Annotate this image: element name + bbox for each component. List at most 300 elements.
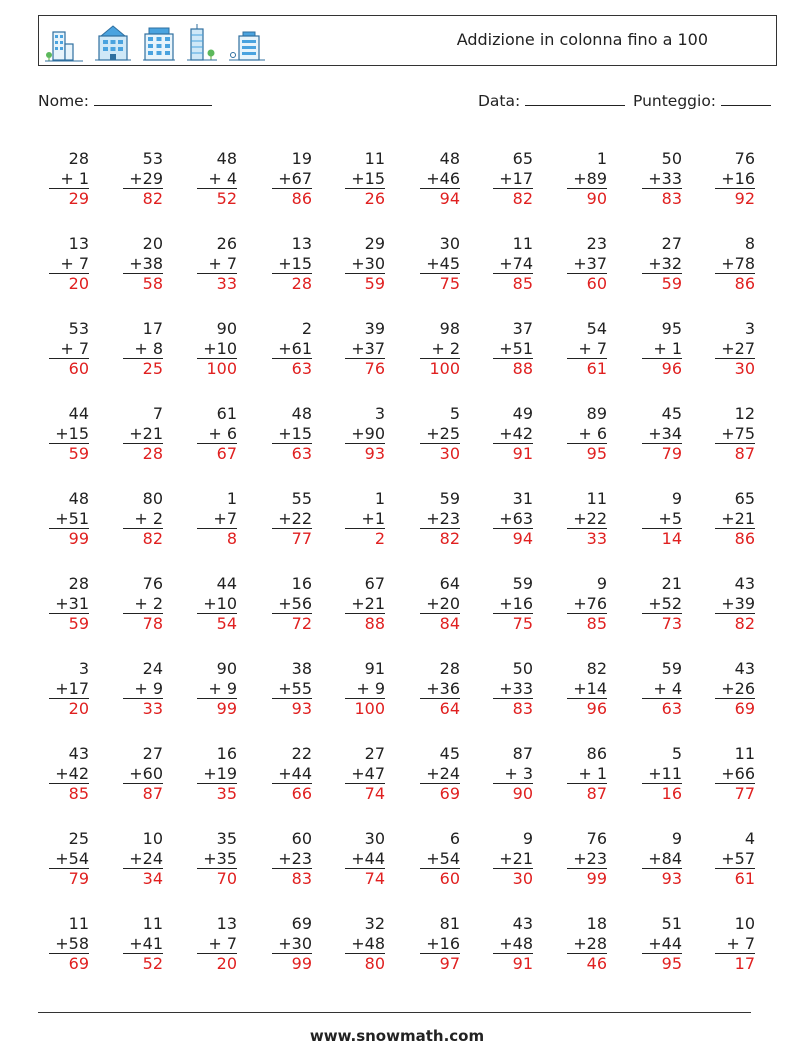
addend-top: 48 bbox=[439, 149, 460, 168]
addend-top: 59 bbox=[512, 574, 533, 593]
addition-problem bbox=[567, 659, 607, 719]
addend-top: 28 bbox=[68, 149, 89, 168]
addition-problem bbox=[642, 404, 682, 464]
addend-bottom: +37 bbox=[573, 253, 607, 273]
addend-bottom: + 1 bbox=[60, 168, 89, 188]
sum-answer: 74 bbox=[345, 868, 385, 889]
addend-bottom: +11 bbox=[648, 763, 682, 783]
addend-bottom: +10 bbox=[203, 593, 237, 613]
sum-answer: 73 bbox=[642, 613, 682, 634]
addend-bottom: +54 bbox=[55, 848, 89, 868]
addend-bottom: + 2 bbox=[134, 508, 163, 528]
addend-top: 5 bbox=[449, 404, 460, 423]
addend-top: 6 bbox=[449, 829, 460, 848]
addend-bottom: +42 bbox=[55, 763, 89, 783]
addend-top: 61 bbox=[216, 404, 237, 423]
addend-top: 22 bbox=[291, 744, 312, 763]
addend-top: 23 bbox=[586, 234, 607, 253]
addition-problem bbox=[567, 234, 607, 294]
addend-bottom: +45 bbox=[426, 253, 460, 273]
addition-problem bbox=[420, 744, 460, 804]
score-field[interactable] bbox=[633, 91, 771, 110]
addend-top: 12 bbox=[734, 404, 755, 423]
addend-top: 17 bbox=[142, 319, 163, 338]
addend-bottom: +35 bbox=[203, 848, 237, 868]
sum-answer: 90 bbox=[493, 783, 533, 804]
sum-answer: 100 bbox=[420, 358, 460, 379]
name-field[interactable] bbox=[38, 91, 212, 110]
addend-top: 29 bbox=[364, 234, 385, 253]
addend-bottom: +57 bbox=[721, 848, 755, 868]
addition-problem bbox=[567, 574, 607, 634]
addition-problem bbox=[715, 744, 755, 804]
sum-answer: 78 bbox=[123, 613, 163, 634]
addition-problem bbox=[197, 914, 237, 974]
sum-answer: 94 bbox=[420, 188, 460, 209]
addend-bottom: +58 bbox=[55, 933, 89, 953]
addend-top: 39 bbox=[364, 319, 385, 338]
addition-problem bbox=[420, 574, 460, 634]
addend-bottom: +24 bbox=[426, 763, 460, 783]
addend-bottom: +36 bbox=[426, 678, 460, 698]
sum-answer: 77 bbox=[272, 528, 312, 549]
addition-problem bbox=[49, 404, 89, 464]
addition-problem bbox=[197, 659, 237, 719]
addend-bottom: +23 bbox=[278, 848, 312, 868]
sum-answer: 59 bbox=[49, 443, 89, 464]
sum-answer: 30 bbox=[420, 443, 460, 464]
addition-problem bbox=[345, 659, 385, 719]
addition-problem bbox=[197, 744, 237, 804]
addend-bottom: + 3 bbox=[504, 763, 533, 783]
sum-answer: 35 bbox=[197, 783, 237, 804]
sum-answer: 64 bbox=[420, 698, 460, 719]
addition-problem bbox=[420, 404, 460, 464]
addition-problem bbox=[420, 914, 460, 974]
sum-answer: 83 bbox=[642, 188, 682, 209]
addition-problem bbox=[123, 489, 163, 549]
addend-bottom: +37 bbox=[351, 338, 385, 358]
sum-answer: 25 bbox=[123, 358, 163, 379]
sum-answer: 88 bbox=[493, 358, 533, 379]
addend-bottom: +21 bbox=[351, 593, 385, 613]
addition-problem bbox=[345, 489, 385, 549]
addend-top: 13 bbox=[291, 234, 312, 253]
addition-problem bbox=[493, 319, 533, 379]
addend-bottom: +44 bbox=[351, 848, 385, 868]
addend-bottom: + 7 bbox=[60, 338, 89, 358]
sum-answer: 52 bbox=[197, 188, 237, 209]
addition-problem bbox=[420, 659, 460, 719]
addition-problem bbox=[345, 914, 385, 974]
addition-problem bbox=[197, 404, 237, 464]
addend-bottom: +33 bbox=[648, 168, 682, 188]
addend-bottom: +44 bbox=[648, 933, 682, 953]
house-building-icon bbox=[229, 30, 265, 62]
addend-bottom: +48 bbox=[499, 933, 533, 953]
addend-top: 91 bbox=[364, 659, 385, 678]
addend-bottom: +15 bbox=[351, 168, 385, 188]
addend-bottom: +39 bbox=[721, 593, 755, 613]
addend-bottom: + 7 bbox=[208, 253, 237, 273]
sum-answer: 82 bbox=[493, 188, 533, 209]
addend-bottom: +21 bbox=[129, 423, 163, 443]
addend-top: 44 bbox=[68, 404, 89, 423]
addition-problem bbox=[715, 829, 755, 889]
sum-answer: 100 bbox=[345, 698, 385, 719]
addition-problem bbox=[345, 234, 385, 294]
addend-top: 81 bbox=[439, 914, 460, 933]
addend-bottom: +76 bbox=[573, 593, 607, 613]
addend-top: 24 bbox=[142, 659, 163, 678]
addend-bottom: +60 bbox=[129, 763, 163, 783]
sum-answer: 30 bbox=[493, 868, 533, 889]
sum-answer: 70 bbox=[197, 868, 237, 889]
footer-site[interactable]: www.snowmath.com bbox=[309, 1027, 485, 1045]
addition-problem bbox=[493, 149, 533, 209]
addend-top: 65 bbox=[512, 149, 533, 168]
sum-answer: 66 bbox=[272, 783, 312, 804]
sum-answer: 54 bbox=[197, 613, 237, 634]
addition-problem bbox=[49, 744, 89, 804]
addend-bottom: +17 bbox=[55, 678, 89, 698]
addend-bottom: + 9 bbox=[356, 678, 385, 698]
addend-top: 55 bbox=[291, 489, 312, 508]
addition-problem bbox=[272, 489, 312, 549]
sum-answer: 75 bbox=[420, 273, 460, 294]
addend-bottom: +23 bbox=[573, 848, 607, 868]
addend-bottom: +22 bbox=[573, 508, 607, 528]
sum-answer: 33 bbox=[567, 528, 607, 549]
addend-bottom: +84 bbox=[648, 848, 682, 868]
addition-problem bbox=[272, 404, 312, 464]
name-blank[interactable] bbox=[94, 91, 212, 106]
addend-top: 76 bbox=[142, 574, 163, 593]
sum-answer: 97 bbox=[420, 953, 460, 974]
addition-problem bbox=[493, 234, 533, 294]
addend-top: 76 bbox=[734, 149, 755, 168]
addition-problem bbox=[642, 659, 682, 719]
addend-top: 67 bbox=[364, 574, 385, 593]
addition-problem bbox=[123, 659, 163, 719]
addition-problem bbox=[715, 574, 755, 634]
sum-answer: 99 bbox=[272, 953, 312, 974]
addend-top: 27 bbox=[364, 744, 385, 763]
sum-answer: 100 bbox=[197, 358, 237, 379]
addend-bottom: +14 bbox=[573, 678, 607, 698]
addition-problem bbox=[123, 319, 163, 379]
sum-answer: 99 bbox=[197, 698, 237, 719]
addend-bottom: +61 bbox=[278, 338, 312, 358]
sum-answer: 72 bbox=[272, 613, 312, 634]
addition-problem bbox=[272, 234, 312, 294]
sum-answer: 75 bbox=[493, 613, 533, 634]
sum-answer: 86 bbox=[715, 528, 755, 549]
sum-answer: 84 bbox=[420, 613, 460, 634]
sum-answer: 69 bbox=[715, 698, 755, 719]
addend-bottom: +23 bbox=[426, 508, 460, 528]
addend-bottom: + 4 bbox=[653, 678, 682, 698]
addend-bottom: +52 bbox=[648, 593, 682, 613]
addend-top: 11 bbox=[734, 744, 755, 763]
addend-top: 11 bbox=[512, 234, 533, 253]
addend-top: 27 bbox=[142, 744, 163, 763]
addend-bottom: +54 bbox=[426, 848, 460, 868]
addend-top: 26 bbox=[216, 234, 237, 253]
sum-answer: 93 bbox=[642, 868, 682, 889]
addend-bottom: +31 bbox=[55, 593, 89, 613]
addend-bottom: +56 bbox=[278, 593, 312, 613]
addition-problem bbox=[715, 319, 755, 379]
addend-top: 1 bbox=[374, 489, 385, 508]
addition-problem bbox=[642, 319, 682, 379]
addend-bottom: +41 bbox=[129, 933, 163, 953]
addend-bottom: + 7 bbox=[726, 933, 755, 953]
addition-problem bbox=[493, 574, 533, 634]
addition-problem bbox=[49, 659, 89, 719]
sum-answer: 28 bbox=[272, 273, 312, 294]
addend-bottom: +63 bbox=[499, 508, 533, 528]
sum-answer: 69 bbox=[420, 783, 460, 804]
addition-problem bbox=[197, 149, 237, 209]
addend-top: 49 bbox=[512, 404, 533, 423]
addend-top: 28 bbox=[68, 574, 89, 593]
addition-problem bbox=[493, 659, 533, 719]
addition-problem bbox=[642, 914, 682, 974]
addend-top: 59 bbox=[439, 489, 460, 508]
addend-bottom: +15 bbox=[278, 423, 312, 443]
addend-bottom: +22 bbox=[278, 508, 312, 528]
addend-top: 35 bbox=[216, 829, 237, 848]
addition-problem bbox=[123, 574, 163, 634]
addition-problem bbox=[715, 489, 755, 549]
addend-top: 43 bbox=[68, 744, 89, 763]
addend-top: 90 bbox=[216, 659, 237, 678]
worksheet-title: Addizione in colonna fino a 100 bbox=[456, 30, 708, 49]
addend-bottom: +10 bbox=[203, 338, 237, 358]
sum-answer: 67 bbox=[197, 443, 237, 464]
score-blank[interactable] bbox=[721, 91, 771, 106]
sum-answer: 91 bbox=[493, 953, 533, 974]
addend-top: 9 bbox=[671, 829, 682, 848]
sum-answer: 33 bbox=[123, 698, 163, 719]
addend-top: 90 bbox=[216, 319, 237, 338]
sum-answer: 28 bbox=[123, 443, 163, 464]
name-label: Nome: bbox=[38, 92, 89, 110]
addition-problem bbox=[715, 234, 755, 294]
addition-problem bbox=[49, 489, 89, 549]
addend-top: 11 bbox=[586, 489, 607, 508]
sum-answer: 60 bbox=[420, 868, 460, 889]
addend-bottom: +20 bbox=[426, 593, 460, 613]
sum-answer: 69 bbox=[49, 953, 89, 974]
addend-top: 43 bbox=[734, 659, 755, 678]
addend-bottom: +21 bbox=[499, 848, 533, 868]
date-field[interactable] bbox=[478, 91, 625, 110]
sum-answer: 52 bbox=[123, 953, 163, 974]
addend-top: 25 bbox=[68, 829, 89, 848]
addend-bottom: + 4 bbox=[208, 168, 237, 188]
sum-answer: 85 bbox=[567, 613, 607, 634]
addend-bottom: + 1 bbox=[653, 338, 682, 358]
date-blank[interactable] bbox=[525, 91, 625, 106]
sum-answer: 17 bbox=[715, 953, 755, 974]
addend-bottom: +48 bbox=[351, 933, 385, 953]
addend-bottom: +16 bbox=[499, 593, 533, 613]
addend-top: 10 bbox=[142, 829, 163, 848]
addend-top: 48 bbox=[68, 489, 89, 508]
addition-problem bbox=[123, 829, 163, 889]
addend-top: 43 bbox=[512, 914, 533, 933]
addition-problem bbox=[49, 829, 89, 889]
addend-top: 9 bbox=[671, 489, 682, 508]
sum-answer: 85 bbox=[493, 273, 533, 294]
sum-answer: 2 bbox=[345, 528, 385, 549]
sum-answer: 61 bbox=[715, 868, 755, 889]
addend-top: 30 bbox=[364, 829, 385, 848]
addend-top: 20 bbox=[142, 234, 163, 253]
sum-answer: 46 bbox=[567, 953, 607, 974]
addition-problem bbox=[272, 574, 312, 634]
addition-problem bbox=[345, 829, 385, 889]
addend-bottom: +7 bbox=[213, 508, 237, 528]
addend-top: 18 bbox=[586, 914, 607, 933]
addition-problem bbox=[493, 489, 533, 549]
sum-answer: 14 bbox=[642, 528, 682, 549]
addend-top: 60 bbox=[291, 829, 312, 848]
sum-answer: 59 bbox=[345, 273, 385, 294]
addend-top: 5 bbox=[671, 744, 682, 763]
tower-building-icon bbox=[187, 24, 217, 62]
sum-answer: 33 bbox=[197, 273, 237, 294]
addend-top: 65 bbox=[734, 489, 755, 508]
addend-bottom: +28 bbox=[573, 933, 607, 953]
sum-answer: 95 bbox=[567, 443, 607, 464]
sum-answer: 83 bbox=[272, 868, 312, 889]
addend-top: 87 bbox=[512, 744, 533, 763]
addend-top: 69 bbox=[291, 914, 312, 933]
addition-problem bbox=[493, 914, 533, 974]
addition-problem bbox=[197, 489, 237, 549]
addend-bottom: + 6 bbox=[208, 423, 237, 443]
addend-bottom: +30 bbox=[278, 933, 312, 953]
addend-bottom: +21 bbox=[721, 508, 755, 528]
addend-top: 3 bbox=[78, 659, 89, 678]
addition-problem bbox=[272, 744, 312, 804]
addend-top: 27 bbox=[661, 234, 682, 253]
header-icons bbox=[45, 22, 265, 62]
addend-top: 11 bbox=[68, 914, 89, 933]
sum-answer: 82 bbox=[123, 188, 163, 209]
addend-top: 53 bbox=[142, 149, 163, 168]
sum-answer: 92 bbox=[715, 188, 755, 209]
addend-top: 82 bbox=[586, 659, 607, 678]
addend-bottom: + 9 bbox=[134, 678, 163, 698]
addend-bottom: +66 bbox=[721, 763, 755, 783]
addend-bottom: + 8 bbox=[134, 338, 163, 358]
addend-bottom: +90 bbox=[351, 423, 385, 443]
addend-bottom: + 2 bbox=[431, 338, 460, 358]
addend-bottom: +46 bbox=[426, 168, 460, 188]
addition-problem bbox=[493, 829, 533, 889]
addition-problem bbox=[197, 234, 237, 294]
addition-problem bbox=[715, 404, 755, 464]
addend-top: 50 bbox=[512, 659, 533, 678]
sum-answer: 82 bbox=[123, 528, 163, 549]
addition-problem bbox=[567, 404, 607, 464]
addend-top: 48 bbox=[216, 149, 237, 168]
addend-bottom: +33 bbox=[499, 678, 533, 698]
addend-top: 11 bbox=[142, 914, 163, 933]
addition-problem bbox=[272, 149, 312, 209]
addition-problem bbox=[123, 234, 163, 294]
addend-bottom: + 1 bbox=[578, 763, 607, 783]
addend-top: 1 bbox=[596, 149, 607, 168]
date-label: Data: bbox=[478, 92, 521, 110]
addend-top: 16 bbox=[216, 744, 237, 763]
sum-answer: 59 bbox=[642, 273, 682, 294]
addend-bottom: +47 bbox=[351, 763, 385, 783]
addition-problem bbox=[642, 489, 682, 549]
addend-bottom: +42 bbox=[499, 423, 533, 443]
addition-problem bbox=[420, 319, 460, 379]
addend-bottom: +19 bbox=[203, 763, 237, 783]
sum-answer: 80 bbox=[345, 953, 385, 974]
addend-top: 21 bbox=[661, 574, 682, 593]
sum-answer: 95 bbox=[642, 953, 682, 974]
addend-top: 13 bbox=[68, 234, 89, 253]
addend-bottom: +55 bbox=[278, 678, 312, 698]
sum-answer: 79 bbox=[642, 443, 682, 464]
sum-answer: 30 bbox=[715, 358, 755, 379]
addend-top: 37 bbox=[512, 319, 533, 338]
addition-problem bbox=[49, 319, 89, 379]
addition-problem bbox=[715, 914, 755, 974]
addend-top: 76 bbox=[586, 829, 607, 848]
addition-problem bbox=[49, 914, 89, 974]
addend-top: 38 bbox=[291, 659, 312, 678]
addend-bottom: + 6 bbox=[578, 423, 607, 443]
addition-problem bbox=[345, 319, 385, 379]
sum-answer: 85 bbox=[49, 783, 89, 804]
addition-problem bbox=[567, 489, 607, 549]
addition-problem bbox=[123, 744, 163, 804]
addend-bottom: +17 bbox=[499, 168, 533, 188]
addition-problem bbox=[642, 744, 682, 804]
addend-top: 45 bbox=[439, 744, 460, 763]
sum-answer: 86 bbox=[715, 273, 755, 294]
addend-bottom: +25 bbox=[426, 423, 460, 443]
addition-problem bbox=[567, 149, 607, 209]
addend-bottom: +5 bbox=[658, 508, 682, 528]
addend-bottom: +38 bbox=[129, 253, 163, 273]
sum-answer: 86 bbox=[272, 188, 312, 209]
addend-bottom: + 7 bbox=[60, 253, 89, 273]
sum-answer: 20 bbox=[197, 953, 237, 974]
addend-top: 9 bbox=[596, 574, 607, 593]
addend-top: 48 bbox=[291, 404, 312, 423]
addition-problem bbox=[123, 404, 163, 464]
addition-problem bbox=[197, 829, 237, 889]
apartment-building-icon bbox=[143, 26, 175, 62]
addend-bottom: +30 bbox=[351, 253, 385, 273]
addend-top: 28 bbox=[439, 659, 460, 678]
addend-top: 89 bbox=[586, 404, 607, 423]
addition-problem bbox=[715, 659, 755, 719]
sum-answer: 99 bbox=[567, 868, 607, 889]
addition-problem bbox=[197, 574, 237, 634]
sum-answer: 63 bbox=[642, 698, 682, 719]
